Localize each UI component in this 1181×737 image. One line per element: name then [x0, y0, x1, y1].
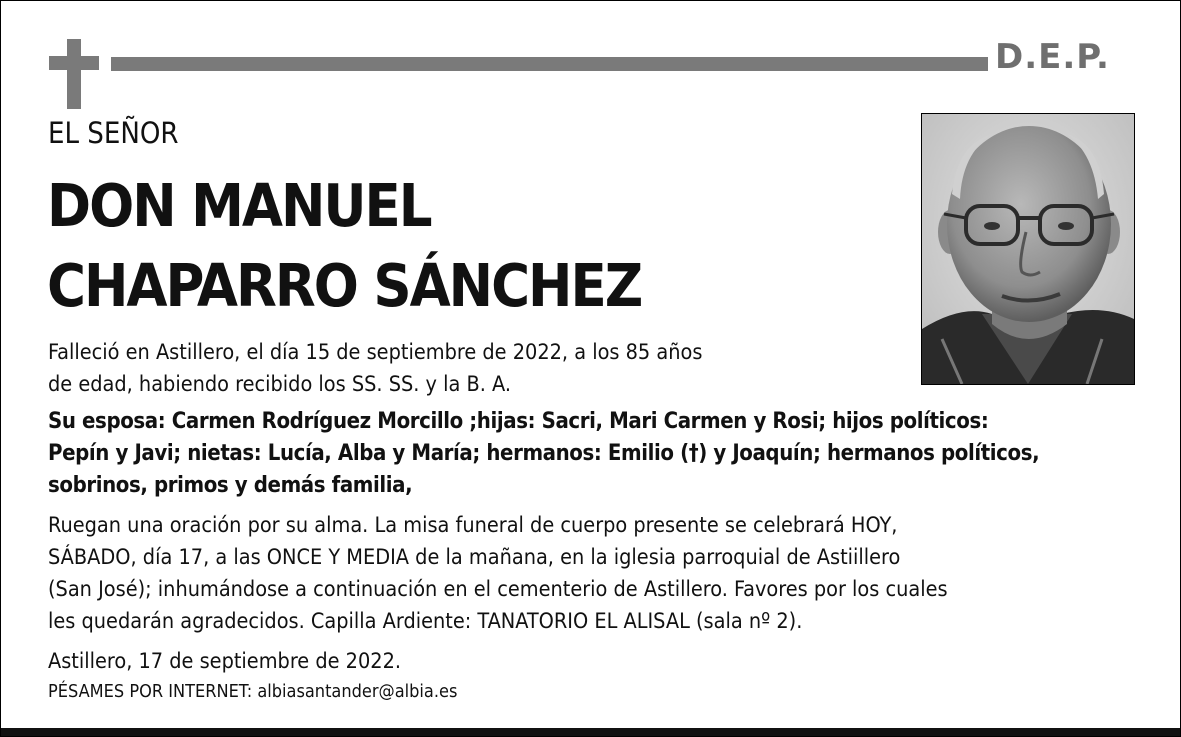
- service-text: [48, 510, 948, 638]
- deceased-name-line1: DON MANUEL: [47, 171, 431, 240]
- family-line: Pepín y Javi; nietas: Lucía, Alba y María; hermanos: Emilio (†) y Joaquín; hermanos políticos,: [48, 441, 1040, 466]
- portrait-photo-icon: [922, 114, 1134, 384]
- header-rule: [111, 57, 988, 71]
- death-notice-text: [48, 337, 702, 401]
- death-notice-line: Falleció en Astillero, el día 15 de septiembre de 2022, a los 85 años: [48, 340, 703, 365]
- family-text: [48, 406, 1039, 502]
- place-date: Astillero, 17 de septiembre de 2022.: [48, 649, 402, 674]
- bottom-bar: [1, 728, 1180, 736]
- service-line: (San José); inhumándose a continuación en el cementerio de Astillero. Favores por los cuales: [48, 577, 948, 602]
- service-line: Ruegan una oración por su alma. La misa funeral de cuerpo presente se celebrará HOY,: [48, 513, 898, 538]
- pesames-line: PÉSAMES POR INTERNET: albiasantander@albia.es: [48, 681, 458, 702]
- deceased-name-line2: CHAPARRO SÁNCHEZ: [47, 251, 642, 320]
- family-line: Su esposa: Carmen Rodríguez Morcillo ;hijas: Sacri, Mari Carmen y Rosi; hijos políticos:: [48, 409, 989, 434]
- service-line: SÁBADO, día 17, a las ONCE Y MEDIA de la mañana, en la iglesia parroquial de Astiillero: [48, 545, 901, 570]
- cross-icon-bar: [49, 56, 99, 70]
- dep-label: D.E.P.: [995, 37, 1110, 77]
- cross-icon: [67, 39, 81, 109]
- title-prefix: EL SEÑOR: [48, 116, 179, 150]
- family-line: sobrinos, primos y demás familia,: [48, 473, 413, 498]
- death-notice-line: de edad, habiendo recibido los SS. SS. y la B. A.: [48, 372, 512, 397]
- service-line: les quedarán agradecidos. Capilla Ardiente: TANATORIO EL ALISAL (sala nº 2).: [48, 609, 803, 634]
- portrait-photo: [921, 113, 1135, 385]
